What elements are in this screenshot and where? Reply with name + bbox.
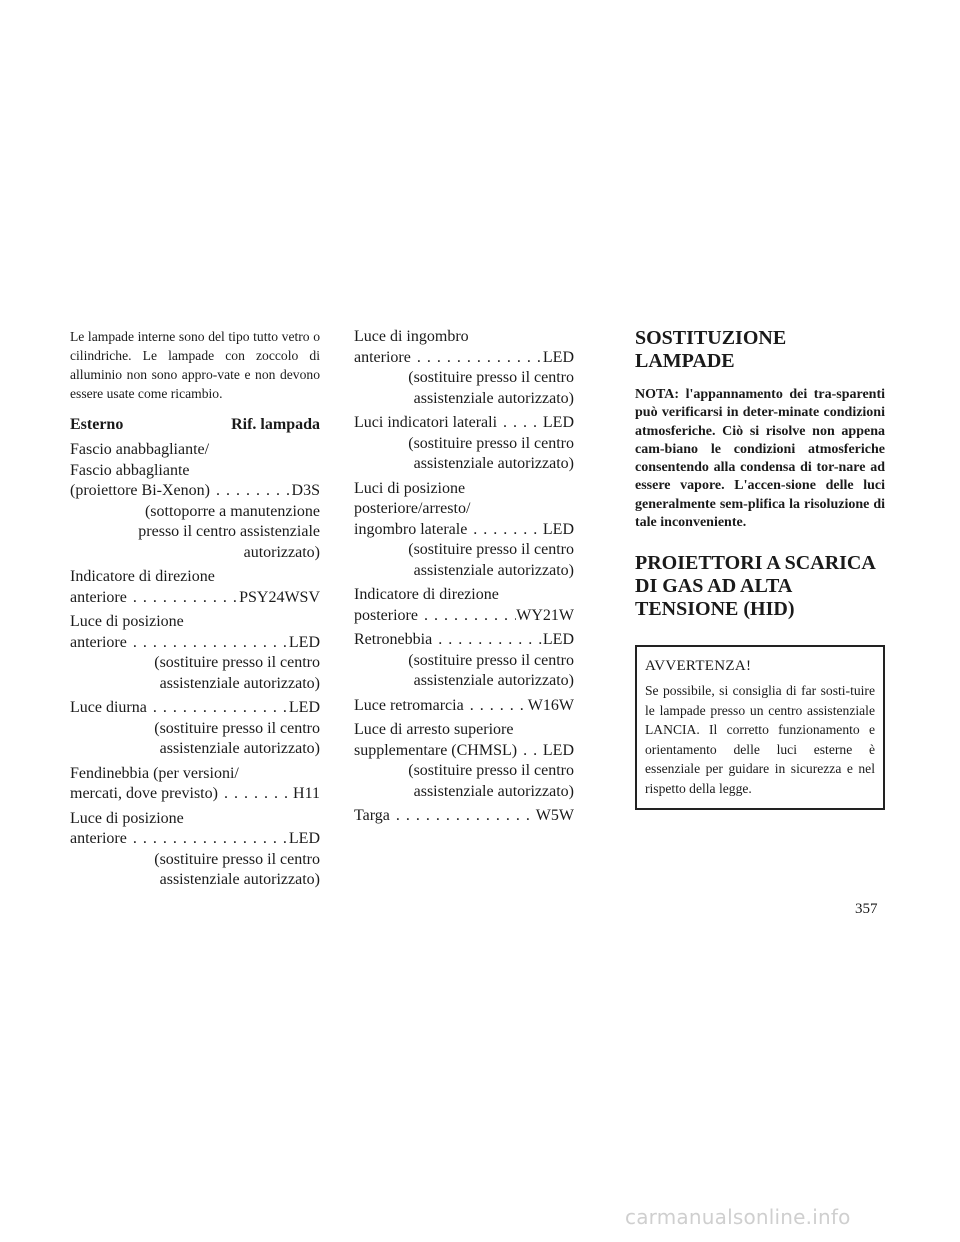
entry-label-row	[70, 633, 320, 654]
entry-label-row	[354, 696, 574, 717]
dot-leader	[411, 348, 543, 369]
entry-label-line: Indicatore di direzione	[354, 586, 499, 603]
bulb-code: H11	[293, 785, 320, 802]
bulb-entry	[70, 440, 320, 563]
entry-label: anteriore	[70, 588, 127, 606]
bulb-entry	[354, 585, 574, 626]
entry-note-line: (sostituire presso il centro	[408, 651, 574, 669]
bulb-entry	[354, 630, 574, 692]
dot-leader	[127, 588, 239, 609]
entry-label-row	[354, 348, 574, 369]
entry-note-line: assistenziale autorizzato)	[159, 740, 320, 757]
entry-label-line: Luce di posizione	[70, 613, 184, 630]
entry-label: Luce diurna	[70, 699, 147, 716]
warning-box	[635, 645, 885, 810]
entry-label-row	[70, 829, 320, 850]
entry-label-line: Luce di ingombro	[354, 328, 469, 345]
warning-text: Se possibile, si consiglia di far sosti-tuire le lampade presso un centro assistenziale LANCIA. Il corretto funzionamento e orientamento delle luci esterne è essenziale per guidare in sicurezza e nel rispetto della legge.	[645, 683, 875, 796]
entry-label-row	[70, 588, 320, 609]
entry-label-line: Luci di posizione	[354, 479, 466, 497]
bulb-entry	[70, 612, 320, 694]
dot-leader	[497, 413, 543, 434]
entry-note-line: (sostituire presso il centro	[408, 541, 574, 558]
page-number: 357	[855, 901, 878, 917]
intro-paragraph: Le lampade interne sono del tipo tutto vetro o cilindriche. Le lampade con zoccolo di alluminio non sono appro-vate e non devono essere usate come ricambio.	[70, 329, 320, 401]
column-left	[70, 327, 320, 895]
section-title-bulb-replacement: SOSTITUZIONE LAMPADE	[635, 327, 787, 372]
bulb-entry	[354, 696, 574, 717]
bulb-list-middle	[354, 327, 574, 827]
entry-label-row	[354, 806, 574, 827]
entry-note-line: presso il centro assistenziale	[138, 523, 320, 540]
bulb-code: LED	[542, 741, 574, 759]
section-title-hid-headlamps: PROIETTORI A SCARICA DI GAS AD ALTA TENSIONE (HID)	[635, 552, 876, 621]
entry-note-line: (sostituire presso il centro	[408, 762, 574, 779]
bulb-entry	[354, 720, 574, 802]
header-bulb-ref: Rif. lampada	[231, 416, 320, 433]
entry-label-row	[70, 698, 320, 719]
entry-note-line: assistenziale autorizzato)	[413, 561, 574, 579]
entry-label-line: posteriore/arresto/	[354, 500, 471, 517]
entry-label-row	[354, 741, 574, 762]
entry-label-line: Indicatore di direzione	[70, 568, 215, 585]
entry-label: ingombro laterale	[354, 520, 468, 538]
entry-label-row	[354, 630, 574, 651]
bulb-code: LED	[542, 414, 574, 431]
entry-label: Luci indicatori laterali	[354, 414, 498, 431]
bulb-entry	[354, 806, 574, 827]
dot-leader	[467, 520, 543, 541]
condensation-note: NOTA: l'appannamento dei tra-sparenti può verificarsi in deter-minate condizioni atmosferiche. Ciò si risolve non appena cam-biano le condizioni atmosferiche consentendo alla condensa di tor-nare ad essere vapore. L'accen-sione delle luci generalmente sem-plifica la risoluzione di tale inconveniente.	[635, 387, 885, 531]
bulb-code: LED	[288, 830, 320, 847]
warning-title: AVVERTENZA!	[645, 658, 752, 675]
entry-label-row	[70, 481, 320, 502]
bulb-entry	[70, 698, 320, 760]
bulb-entry	[70, 764, 320, 805]
dot-leader	[390, 806, 536, 827]
dot-leader	[218, 784, 293, 805]
entry-label-row	[70, 784, 320, 805]
entry-label: mercati, dove previsto)	[70, 785, 218, 802]
bulb-entry	[354, 479, 574, 582]
entry-label: Luce retromarcia	[354, 696, 464, 714]
bulb-entry	[70, 809, 320, 891]
entry-note-line: (sostituire presso il centro	[408, 369, 574, 386]
entry-note-line: assistenziale autorizzato)	[413, 782, 574, 800]
entry-label-line: Luce di posizione	[70, 809, 184, 827]
dot-leader	[418, 606, 516, 627]
bulb-code: W5W	[535, 807, 574, 824]
entry-label: posteriore	[354, 606, 418, 624]
entry-label: Targa	[354, 807, 390, 824]
bulb-entry	[354, 327, 574, 409]
entry-label: (proiettore Bi-Xenon)	[70, 482, 210, 499]
bulb-list-left	[70, 440, 320, 891]
dot-leader	[517, 741, 543, 762]
entry-label: anteriore	[70, 633, 127, 651]
entry-label-line: Fendinebbia (per versioni/	[70, 764, 239, 782]
bulb-code: LED	[542, 348, 574, 366]
bulb-table-header	[70, 415, 320, 435]
entry-note-line: assistenziale autorizzato)	[413, 455, 574, 472]
dot-leader	[210, 481, 292, 502]
bulb-code: D3S	[291, 482, 320, 499]
entry-note-line: autorizzato)	[243, 543, 320, 561]
entry-note-line: (sottoporre a manutenzione	[144, 502, 320, 520]
bulb-entry	[70, 567, 320, 608]
dot-leader	[147, 698, 289, 719]
entry-label: anteriore	[354, 348, 411, 366]
bulb-code: LED	[542, 520, 574, 538]
bulb-code: WY21W	[516, 606, 574, 624]
entry-label: anteriore	[70, 830, 127, 847]
entry-note-line: (sostituire presso il centro	[408, 434, 574, 452]
bulb-code: LED	[542, 631, 574, 648]
entry-label-row	[354, 606, 574, 627]
entry-label-row	[354, 413, 574, 434]
bulb-code: LED	[288, 633, 320, 651]
entry-note-line: (sostituire presso il centro	[154, 719, 320, 737]
bulb-code: W16W	[527, 696, 574, 714]
dot-leader	[127, 633, 289, 654]
entry-note-line: assistenziale autorizzato)	[159, 871, 320, 888]
entry-label: Retronebbia	[354, 631, 433, 648]
entry-label: supplementare (CHMSL)	[354, 741, 518, 759]
entry-label-row	[354, 520, 574, 541]
watermark: carmanualsonline.info	[625, 1205, 851, 1229]
entry-label-line: Fascio anabbagliante/	[70, 441, 210, 458]
dot-leader	[464, 696, 528, 717]
entry-note-line: assistenziale autorizzato)	[413, 389, 574, 407]
entry-label-line: Luce di arresto superiore	[354, 721, 514, 738]
dot-leader	[432, 630, 543, 651]
entry-note-line: assistenziale autorizzato)	[159, 674, 320, 692]
column-middle	[354, 327, 574, 831]
entry-note-line: (sostituire presso il centro	[154, 654, 320, 671]
column-right	[635, 327, 885, 810]
header-exterior: Esterno	[70, 416, 124, 433]
bulb-code: LED	[288, 699, 320, 716]
bulb-code: PSY24WSV	[239, 588, 320, 606]
entry-note-line: (sostituire presso il centro	[154, 850, 320, 868]
bulb-entry	[354, 413, 574, 475]
entry-note-line: assistenziale autorizzato)	[413, 672, 574, 689]
entry-label-line: Fascio abbagliante	[70, 461, 190, 479]
dot-leader	[127, 829, 289, 850]
